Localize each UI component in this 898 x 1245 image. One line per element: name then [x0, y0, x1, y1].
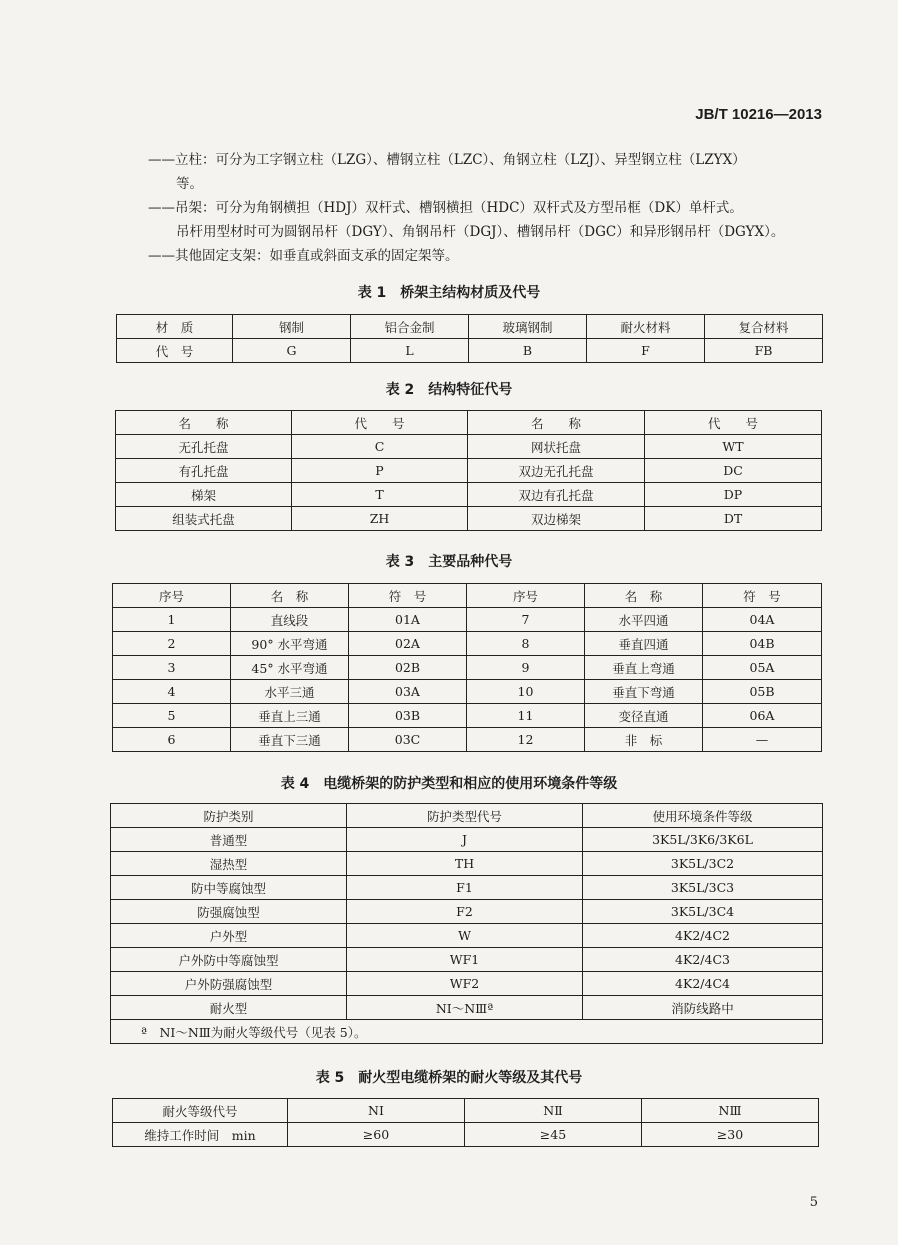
table-cell: 直线段	[231, 608, 349, 632]
table-row	[113, 656, 822, 680]
table-cell: 耐火型	[111, 996, 347, 1020]
table-cell: WF2	[347, 972, 583, 996]
table-cell: 4K2/4C4	[583, 972, 823, 996]
table-cell: 10	[467, 680, 585, 704]
table-cell: 铝合金制	[351, 315, 469, 339]
table-cell: 户外防强腐蚀型	[111, 972, 347, 996]
table-cell: ≥30	[642, 1123, 819, 1147]
table-cell: DT	[645, 507, 822, 531]
table-cell: 梯架	[116, 483, 292, 507]
table-cell: NⅠ	[288, 1099, 465, 1123]
table-cell: 04A	[703, 608, 822, 632]
table3-variety-codes	[112, 583, 822, 752]
table-cell: P	[292, 459, 468, 483]
table-cell: 9	[467, 656, 585, 680]
table-cell: 11	[467, 704, 585, 728]
table-cell: 3K5L/3K6/3K6L	[583, 828, 823, 852]
table-cell: F	[587, 339, 705, 363]
table4-caption: 表 4 电缆桥架的防护类型和相应的使用环境条件等级	[280, 776, 618, 792]
table-cell: 5	[113, 704, 231, 728]
table-cell: 非 标	[585, 728, 703, 752]
table-row	[116, 483, 822, 507]
intro-line: 等。	[176, 176, 203, 192]
table-cell: G	[233, 339, 351, 363]
table-cell: 耐火等级代号	[113, 1099, 288, 1123]
table-cell: DC	[645, 459, 822, 483]
table-cell: 1	[113, 608, 231, 632]
table-cell: 3K5L/3C2	[583, 852, 823, 876]
table-cell: NⅢ	[642, 1099, 819, 1123]
intro-line: 吊杆用型材时可为圆钢吊杆（DGY）、角钢吊杆（DGJ）、槽钢吊杆（DGC）和异形钢吊杆（DGYX）。	[176, 224, 785, 240]
table-cell: 3	[113, 656, 231, 680]
table-header-row	[113, 584, 822, 608]
table-row	[113, 632, 822, 656]
table-cell: 3K5L/3C3	[583, 876, 823, 900]
table-cell: L	[351, 339, 469, 363]
table-cell: B	[469, 339, 587, 363]
table-row	[116, 435, 822, 459]
table-row	[113, 1123, 819, 1147]
table-cell: 序号	[467, 584, 585, 608]
table-row	[111, 996, 823, 1020]
table-cell: ≥60	[288, 1123, 465, 1147]
table-row	[111, 828, 823, 852]
table-cell: 消防线路中	[583, 996, 823, 1020]
table-cell: 3K5L/3C4	[583, 900, 823, 924]
table-cell: 4	[113, 680, 231, 704]
table-note-row	[111, 1020, 823, 1044]
table-row	[111, 948, 823, 972]
table-cell: ZH	[292, 507, 468, 531]
table-cell: 有孔托盘	[116, 459, 292, 483]
table-cell: 复合材料	[705, 315, 823, 339]
table-cell: 05B	[703, 680, 822, 704]
table-cell: FB	[705, 339, 823, 363]
table2-structure-codes	[115, 410, 822, 531]
table-cell: DP	[645, 483, 822, 507]
intro-text	[148, 148, 838, 268]
table4-note: ª NⅠ～NⅢ为耐火等级代号（见表 5）。	[111, 1020, 823, 1044]
table-cell: 耐火材料	[587, 315, 705, 339]
table-cell: 双边无孔托盘	[468, 459, 645, 483]
table-row	[116, 459, 822, 483]
table-cell: 名 称	[231, 584, 349, 608]
table-header-row	[111, 804, 823, 828]
table-header-row	[116, 411, 822, 435]
table-row	[111, 972, 823, 996]
table-row	[113, 608, 822, 632]
table-cell: 防护类别	[111, 804, 347, 828]
table-row	[117, 339, 823, 363]
table-cell: 05A	[703, 656, 822, 680]
table-cell: 02A	[349, 632, 467, 656]
table-cell: 03A	[349, 680, 467, 704]
table-cell: 水平三通	[231, 680, 349, 704]
table-cell: 04B	[703, 632, 822, 656]
table-cell: 代 号	[117, 339, 233, 363]
table-cell: 防护类型代号	[347, 804, 583, 828]
table-cell: —	[703, 728, 822, 752]
table-cell: 06A	[703, 704, 822, 728]
table-cell: 45° 水平弯通	[231, 656, 349, 680]
table-cell: 2	[113, 632, 231, 656]
table-cell: 12	[467, 728, 585, 752]
table-cell: 钢制	[233, 315, 351, 339]
table-cell: 名 称	[468, 411, 645, 435]
table-cell: 4K2/4C2	[583, 924, 823, 948]
table-cell: 使用环境条件等级	[583, 804, 823, 828]
intro-line: ——其他固定支架：如垂直或斜面支承的固定架等。	[148, 248, 459, 264]
table-cell: 垂直下弯通	[585, 680, 703, 704]
table-row	[111, 924, 823, 948]
table-cell: 符 号	[349, 584, 467, 608]
table-cell: 6	[113, 728, 231, 752]
intro-line: ——立柱：可分为工字钢立柱（LZG）、槽钢立柱（LZC）、角钢立柱（LZJ）、异型钢立柱（LZYX）	[148, 152, 746, 168]
table-header-row	[117, 315, 823, 339]
table-cell: F2	[347, 900, 583, 924]
table-cell: WT	[645, 435, 822, 459]
table1-caption: 表 1 桥架主结构材质及代号	[357, 285, 541, 301]
table-cell: 水平四通	[585, 608, 703, 632]
table-cell: 7	[467, 608, 585, 632]
table-cell: NⅡ	[465, 1099, 642, 1123]
table-cell: 垂直上弯通	[585, 656, 703, 680]
table-cell: 4K2/4C3	[583, 948, 823, 972]
table2-caption: 表 2 结构特征代号	[385, 382, 513, 398]
table4-protection-types	[110, 803, 823, 1044]
table-cell: 户外防中等腐蚀型	[111, 948, 347, 972]
table5-fire-resistance	[112, 1098, 819, 1147]
table-cell: 名 称	[116, 411, 292, 435]
table-row	[113, 704, 822, 728]
table-cell: 02B	[349, 656, 467, 680]
intro-line: ——吊架：可分为角钢横担（HDJ）双杆式、槽钢横担（HDC）双杆式及方型吊框（DK）单杆式。	[148, 200, 743, 216]
table-cell: 普通型	[111, 828, 347, 852]
table-cell: 01A	[349, 608, 467, 632]
table-cell: 90° 水平弯通	[231, 632, 349, 656]
table-cell: 序号	[113, 584, 231, 608]
table-row	[111, 900, 823, 924]
table-cell: 湿热型	[111, 852, 347, 876]
table-cell: 变径直通	[585, 704, 703, 728]
table5-caption: 表 5 耐火型电缆桥架的耐火等级及其代号	[315, 1070, 583, 1086]
table-row	[111, 876, 823, 900]
standard-number: JB/T 10216—2013	[695, 106, 822, 123]
table-cell: 防强腐蚀型	[111, 900, 347, 924]
table-cell: 防中等腐蚀型	[111, 876, 347, 900]
table-cell: 组装式托盘	[116, 507, 292, 531]
table-cell: 符 号	[703, 584, 822, 608]
table-cell: T	[292, 483, 468, 507]
table-cell: 名 称	[585, 584, 703, 608]
table-cell: 双边有孔托盘	[468, 483, 645, 507]
table-cell: W	[347, 924, 583, 948]
table-header-row	[113, 1099, 819, 1123]
table-row	[113, 680, 822, 704]
table-cell: NⅠ～NⅢª	[347, 996, 583, 1020]
table1-material-codes	[116, 314, 823, 363]
table-row	[116, 507, 822, 531]
table-row	[111, 852, 823, 876]
table-cell: J	[347, 828, 583, 852]
table-cell: ≥45	[465, 1123, 642, 1147]
table-cell: F1	[347, 876, 583, 900]
table-cell: 垂直上三通	[231, 704, 349, 728]
table-cell: 03C	[349, 728, 467, 752]
table-cell: 无孔托盘	[116, 435, 292, 459]
table-cell: WF1	[347, 948, 583, 972]
table-cell: 8	[467, 632, 585, 656]
table3-caption: 表 3 主要品种代号	[385, 554, 513, 570]
table-cell: 材 质	[117, 315, 233, 339]
table-cell: 03B	[349, 704, 467, 728]
table-row	[113, 728, 822, 752]
table-cell: 垂直四通	[585, 632, 703, 656]
table-cell: 玻璃钢制	[469, 315, 587, 339]
table-cell: 双边梯架	[468, 507, 645, 531]
table-cell: 网状托盘	[468, 435, 645, 459]
table-cell: TH	[347, 852, 583, 876]
table-cell: C	[292, 435, 468, 459]
table-cell: 户外型	[111, 924, 347, 948]
table-cell: 维持工作时间 min	[113, 1123, 288, 1147]
table-cell: 代 号	[645, 411, 822, 435]
table-cell: 垂直下三通	[231, 728, 349, 752]
table-cell: 代 号	[292, 411, 468, 435]
page-number: 5	[809, 1195, 818, 1210]
